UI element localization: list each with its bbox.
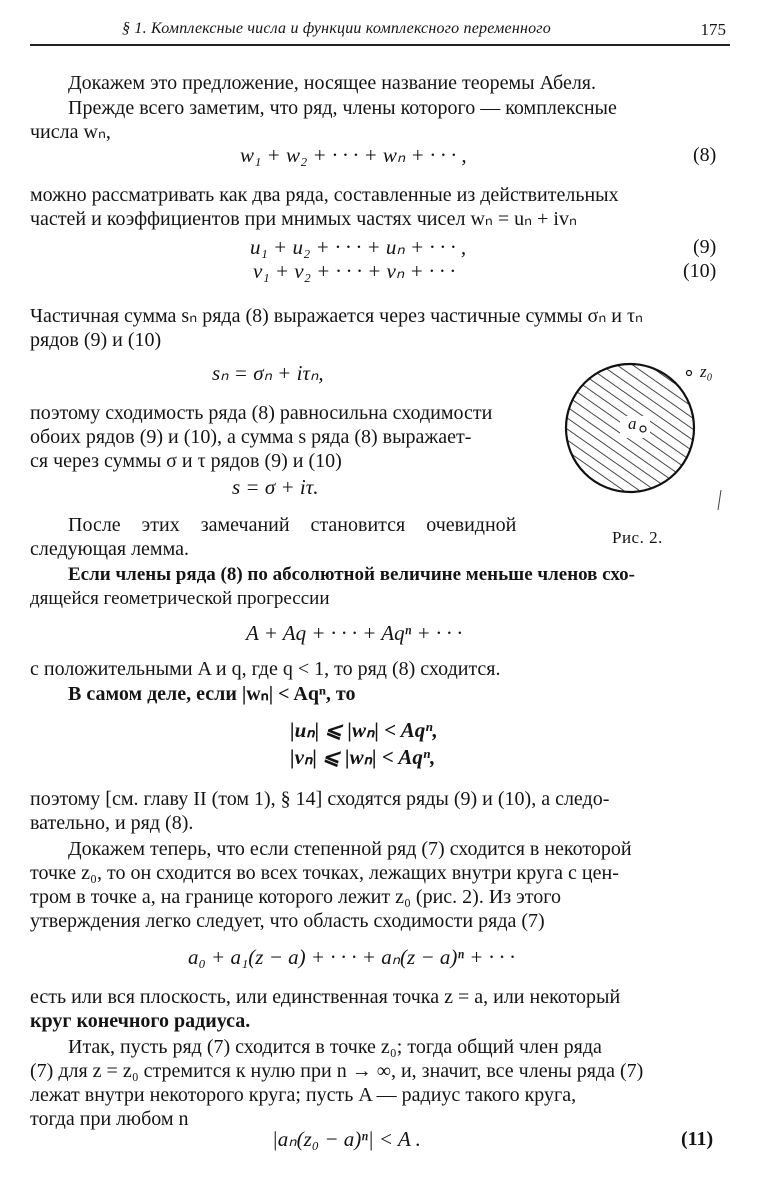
text-line: Прежде всего заметим, что ряд, члены которого — комплексные: [68, 97, 617, 119]
text-line: ся через суммы σ и τ рядов (9) и (10): [30, 450, 342, 472]
text-line: Докажем это предложение, носящее название теоремы Абеля.: [68, 72, 597, 94]
text-line: рядов (9) и (10): [30, 329, 162, 351]
text-line: утверждения легко следует, что область сходимости ряда (7): [30, 910, 545, 932]
paragraph-real-imag-parts: [30, 183, 725, 231]
hatched-disk-diagram: [562, 360, 732, 550]
figure-caption: Рис. 2.: [612, 528, 663, 547]
text-line: есть или вся плоскость, или единственная точка z = a, или некоторый: [30, 986, 621, 1008]
running-header: [30, 18, 730, 46]
text-line: Итак, пусть ряд (7) сходится в точке z₀; тогда общий член ряда: [68, 1036, 602, 1058]
equation-sum: s = σ + iτ.: [232, 475, 319, 499]
scan-mark: [718, 490, 721, 510]
paragraph-indeed: [68, 682, 723, 706]
figure-circle-of-convergence: [562, 360, 732, 550]
paragraph-abel-theorem: [68, 71, 723, 95]
equation-u-bound: |uₙ| ⩽ |wₙ| < Aqⁿ,: [290, 718, 438, 742]
equation-10: v₁ + v₂ + · · · + vₙ + · · ·: [253, 259, 456, 283]
boundary-point: [687, 371, 692, 376]
page-number: 175: [700, 20, 726, 39]
text-line: В самом деле, если |wₙ| < Aqⁿ, то: [68, 683, 356, 705]
equation-partial-sum: sₙ = σₙ + iτₙ,: [212, 361, 324, 385]
text-line: числа wₙ,: [30, 121, 111, 143]
paragraph-therefore-converge: [30, 787, 725, 835]
text-line: тром в точке a, на границе которого лежит z₀ (рис. 2). Из этого: [30, 886, 561, 908]
text-line: круг конечного радиуса.: [30, 1010, 251, 1032]
section-title: § 1. Комплексные числа и функции комплексного переменного: [122, 20, 551, 37]
paragraph-convergence-equivalence: [30, 401, 550, 473]
paragraph-partial-sums: [30, 304, 725, 352]
text-line: частей и коэффициентов при мнимых частях чисел wₙ = uₙ + ivₙ: [30, 208, 577, 230]
text-line: с положительными A и q, где q < 1, то ряд (8) сходится.: [30, 658, 501, 680]
equation-9: u₁ + u₂ + · · · + uₙ + · · · ,: [250, 235, 467, 259]
text-line: (7) для z = z₀ стремится к нулю при n → ∞, и, значит, все члены ряда (7): [30, 1060, 644, 1082]
equation-11: |aₙ(z₀ − a)ⁿ| < A .: [272, 1127, 421, 1151]
text-line: обоих рядов (9) и (10), а сумма s ряда (8) выражает-: [30, 426, 472, 448]
paragraph-lemma-intro: [30, 513, 545, 561]
text-line: дящейся геометрической прогрессии: [30, 588, 330, 609]
text-line: можно рассматривать как два ряда, составленные из действительных: [30, 184, 619, 206]
equation-v-bound: |vₙ| ⩽ |wₙ| < Aqⁿ,: [290, 745, 436, 769]
equation-number-9: (9): [693, 236, 717, 258]
paragraph-proof-start: [30, 1035, 725, 1131]
text-line: следующая лемма.: [30, 538, 189, 560]
equation-number-8: (8): [693, 144, 717, 166]
equation-power-series-7: a₀ + a₁(z − a) + · · · + aₙ(z − a)ⁿ + · · ·: [188, 945, 515, 969]
paragraph-power-series-claim: [30, 837, 725, 933]
text-line: Докажем теперь, что если степенной ряд (7) сходится в некоторой: [68, 838, 632, 860]
paragraph-region-of-convergence: [30, 985, 725, 1033]
equation-number-11: (11): [681, 1128, 714, 1150]
equation-8: w₁ + w₂ + · · · + wₙ + · · · ,: [240, 143, 467, 167]
text-line: вательно, и ряд (8).: [30, 812, 194, 834]
paragraph-lemma: [30, 563, 725, 611]
text-line: Частичная сумма sₙ ряда (8) выражается через частичные суммы σₙ и τₙ: [30, 305, 643, 327]
equation-geometric-progression: A + Aq + · · · + Aqⁿ + · · ·: [246, 621, 463, 645]
text-line: точке z₀, то он сходится во всех точках, лежащих внутри круга с цен-: [30, 862, 619, 884]
text-line: После этих замечаний становится очевидной: [68, 514, 517, 536]
paragraph-complex-series: [30, 96, 725, 144]
center-label: a: [628, 414, 637, 433]
paragraph-positive-a-q: [30, 657, 725, 681]
boundary-point-label: z₀: [700, 362, 713, 381]
text-line: Если члены ряда (8) по абсолютной величине меньше членов схо-: [68, 564, 635, 585]
text-line: поэтому [см. главу II (том 1), § 14] сходятся ряды (9) и (10), а следо-: [30, 788, 610, 810]
text-line: поэтому сходимость ряда (8) равносильна сходимости: [30, 402, 493, 424]
text-line: тогда при любом n: [30, 1108, 189, 1130]
equation-number-10: (10): [683, 260, 717, 282]
text-line: лежат внутри некоторого круга; пусть A — радиус такого круга,: [30, 1084, 577, 1106]
